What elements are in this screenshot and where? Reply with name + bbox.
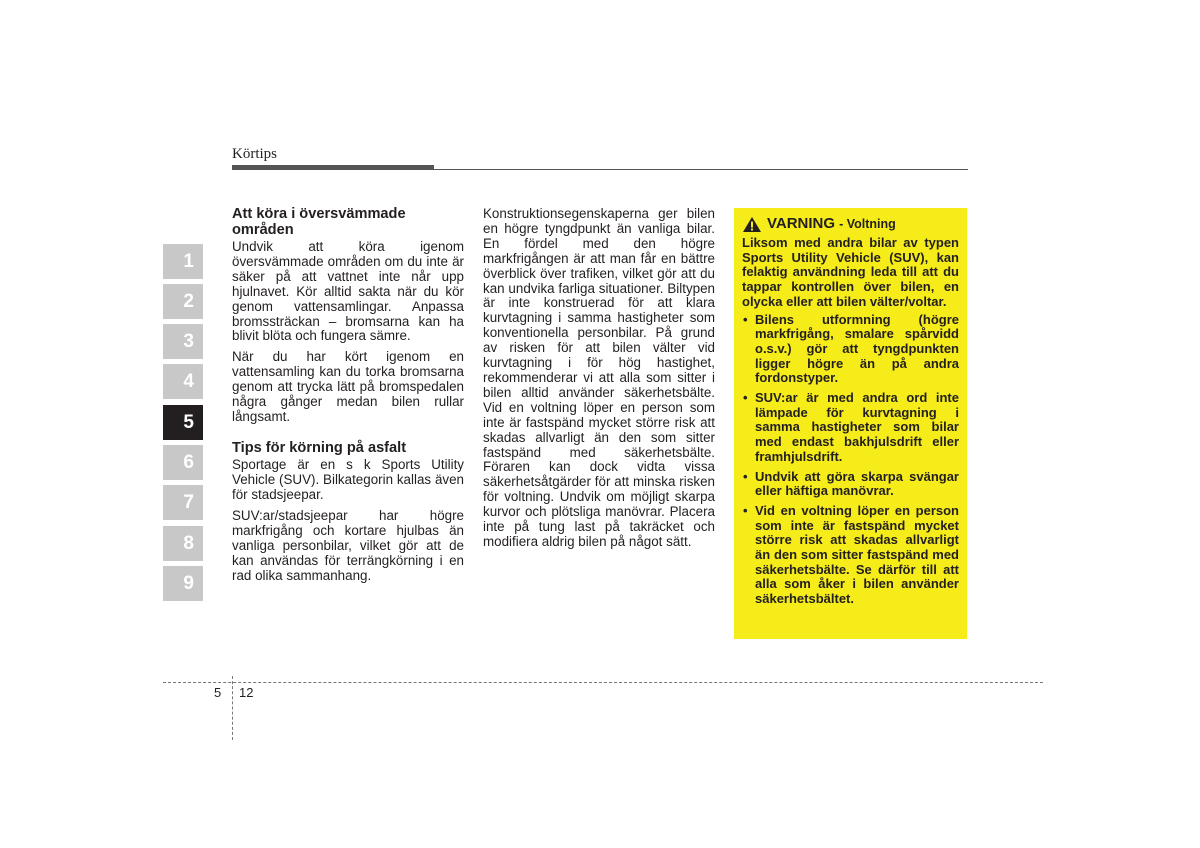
warning-bullet: • Vid en voltning löper en person som inte är fastspänd mycket större risk att skadas allvarligt än den som sitter fastspänd med säkerhetsbälte. Se därför till att alla som åker i bilen använder säkerhetsbältet. — [742, 504, 959, 607]
footer-divider — [163, 682, 1043, 683]
header-rule-thin — [434, 169, 968, 170]
footer-vertical-divider — [232, 676, 233, 740]
warning-bullet: • Undvik att göra skarpa svängar eller häftiga manövrar. — [742, 470, 959, 499]
warning-bullet: • SUV:ar är med andra ord inte lämpade för kurvtagning i samma hastigheter som bilar med endast bakhjulsdrift eller framhjulsdrift. — [742, 391, 959, 465]
chapter-tab-3[interactable]: 3 — [163, 324, 203, 359]
chapter-tab-7[interactable]: 7 — [163, 485, 203, 520]
warning-subtitle: - Voltning — [839, 217, 896, 232]
section-heading-asphalt: Tips för körning på asfalt — [232, 439, 407, 456]
chapter-tab-9[interactable]: 9 — [163, 566, 203, 601]
paragraph: SUV:ar/stadsjeepar har högre markfrigång och kortare hjulbas än vanliga personbilar, vilket gör att de kan användas för terrängkörning i en rad olika sammanhang. — [232, 508, 464, 583]
chapter-tab-5[interactable]: 5 — [163, 405, 203, 440]
warning-word: VARNING — [767, 215, 836, 233]
chapter-tab-8[interactable]: 8 — [163, 526, 203, 561]
warning-box — [734, 208, 967, 639]
paragraph: Undvik att köra igenom översvämmade områden om du inte är säker på att vattnet inte når upp hjulnavet. Kör alltid sakta när du kör genom vattensamlingar. Anpassa bromssträckan – bromsarna kan ha blivit blöta och fungera sämre. — [232, 239, 464, 344]
left-column — [232, 207, 464, 590]
header-rule-thick — [232, 165, 434, 170]
paragraph: Konstruktionsegenskaperna ger bilen en högre tyngdpunkt än vanliga bilar. En fördel med den högre markfrigången är att man får en bättre överblick över trafiken, vilket gör att du kan undvika farliga situationer. Biltypen är inte konstruerad för att klara kurvtagning i samma hastigheter som konventionella personbilar. På grund av risken för att bilen välter vid kurvtagning i för hög hastighet, rekommenderar vi att alla som sitter i bilen alltid använder säkerhetsbälte. Vid en voltning löper en person som inte är fastspänd mycket större risk att skadas allvarligt än den som sitter fastspänd med säkerhetsbälte. Föraren kan dock vidta vissa säkerhetsåtgärder för att minska risken för voltning. Undvik om möjligt skarpa kurvor och plötsliga manövrar. Placera inte på tung last på takräcket och modifiera aldrig bilen på något sätt. — [483, 206, 715, 549]
chapter-tab-4[interactable]: 4 — [163, 364, 203, 399]
footer-page-number: 12 — [239, 685, 254, 700]
warning-triangle-icon — [742, 216, 762, 233]
warning-list — [742, 313, 959, 607]
footer-chapter-number: 5 — [214, 685, 222, 700]
paragraph: När du har kört igenom en vattensamling kan du torka bromsarna genom att trycka lätt på bromspedalen några gånger medan bilen rullar långsamt. — [232, 349, 464, 424]
page-header-title: Körtips — [232, 146, 277, 162]
section-heading-flooded: Att köra i översvämmade områden — [232, 206, 406, 238]
middle-column — [483, 207, 715, 550]
warning-title — [742, 216, 959, 233]
chapter-tab-2[interactable]: 2 — [163, 284, 203, 319]
paragraph: Sportage är en s k Sports Utility Vehicle (SUV). Bilkategorin kallas även för stadsjeepar. — [232, 457, 464, 503]
warning-bullet: • Bilens utformning (högre markfrigång, smalare spårvidd o.s.v.) gör att tyngdpunkten ligger högre än på andra fordonstyper. — [742, 313, 959, 387]
chapter-tab-1[interactable]: 1 — [163, 244, 203, 279]
warning-intro: Liksom med andra bilar av typen Sports Utility Vehicle (SUV), kan felaktig användning leda till att du tappar kontrollen över bilen, en olycka eller att bilen välter/voltar. — [742, 235, 959, 309]
chapter-tab-6[interactable]: 6 — [163, 445, 203, 480]
